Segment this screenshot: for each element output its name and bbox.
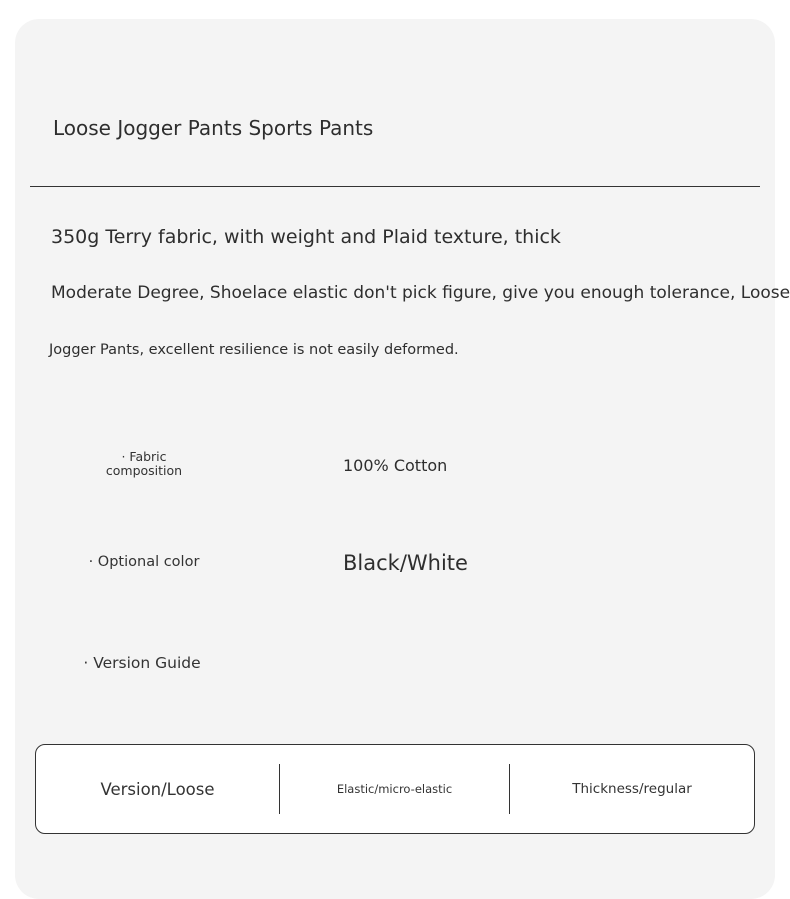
title-divider (30, 186, 760, 187)
elastic-cell: Elastic/micro-elastic (336, 782, 453, 796)
product-title: Loose Jogger Pants Sports Pants (53, 116, 374, 140)
fabric-label-line-2: composition (105, 463, 183, 478)
description-line-3: Jogger Pants, excellent resilience is not easily deformed. (49, 342, 459, 358)
version-guide-label: · Version Guide (83, 654, 201, 672)
fabric-composition-label (94, 450, 194, 478)
version-cell: Version/Loose (100, 779, 215, 799)
description-line-1: 350g Terry fabric, with weight and Plaid texture, thick (51, 226, 561, 248)
version-guide-table (35, 744, 755, 834)
optional-color-label: · Optional color (88, 554, 200, 570)
description-line-2: Moderate Degree, Shoelace elastic don't pick figure, give you enough tolerance, Loose (51, 283, 790, 303)
optional-color-value: Black/White (343, 551, 468, 575)
thickness-cell: Thickness/regular (572, 781, 692, 797)
fabric-label-line-1: · Fabric (121, 449, 167, 464)
fabric-composition-value: 100% Cotton (343, 456, 448, 475)
